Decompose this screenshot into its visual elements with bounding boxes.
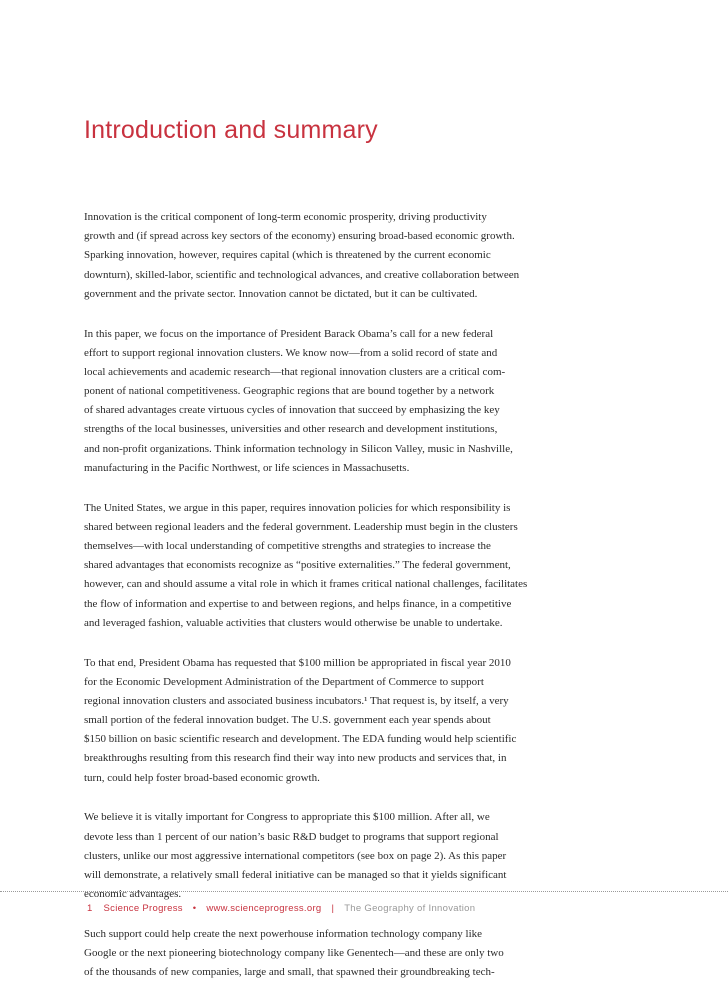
text-line: small portion of the federal innovation budget. The U.S. government each year spends about xyxy=(84,714,491,727)
text-line: clusters, unlike our most aggressive international competitors (see box on page 2). As this paper xyxy=(84,849,507,862)
text-line: The United States, we argue in this paper, requires innovation policies for which responsibility is xyxy=(84,501,511,514)
page-footer xyxy=(87,903,475,914)
report-title: The Geography of Innovation xyxy=(344,903,476,914)
text-line: of the thousands of new companies, large and small, that spawned their groundbreaking tech- xyxy=(84,966,495,979)
text-line: and non-profit organizations. Think information technology in Silicon Valley, music in Nashville, xyxy=(84,442,513,455)
paragraph-5 xyxy=(84,808,524,904)
text-line: $150 billion on basic scientific research and development. The EDA funding would help scientific xyxy=(84,733,517,746)
text-line: Google or the next pioneering biotechnology company like Genentech—and these are only two xyxy=(84,947,504,960)
text-line: local achievements and academic research—that regional innovation clusters are a critical com- xyxy=(84,365,506,378)
text-line: will demonstrate, a relatively small federal initiative can be managed so that it yields significant xyxy=(84,869,507,881)
text-line: breakthroughs resulting from this research find their way into new products and services that, in xyxy=(84,752,507,765)
text-line: regional innovation clusters and associated business incubators.¹ That request is, by itself, a very xyxy=(84,694,509,707)
paragraph-1 xyxy=(84,208,524,304)
publisher-name: Science Progress xyxy=(103,903,183,914)
text-line: Such support could help create the next powerhouse information technology company like xyxy=(84,927,483,940)
text-line: and leveraged fashion, valuable activities that clusters would otherwise be unable to undertake. xyxy=(84,616,503,629)
paragraph-2 xyxy=(84,325,524,479)
paragraph-6 xyxy=(84,925,524,983)
paragraph-3 xyxy=(84,499,528,633)
text-line: To that end, President Obama has requested that $100 million be appropriated in fiscal year 2010 xyxy=(84,656,511,669)
text-line: of shared advantages create virtuous cycles of innovation that succeed by emphasizing the key xyxy=(84,404,500,417)
body-text xyxy=(84,208,528,1003)
text-line: economic advantages. xyxy=(84,888,182,901)
text-line: government and the private sector. Innovation cannot be dictated, but it can be cultivated. xyxy=(84,287,478,300)
text-line: shared between regional leaders and the federal government. Leadership must begin in the clusters xyxy=(84,520,518,533)
text-line: In this paper, we focus on the importance of President Barack Obama’s call for a new federal xyxy=(84,327,494,340)
text-line: strengths of the local businesses, universities and other research and development institutions, xyxy=(84,423,498,436)
pipe-separator: | xyxy=(331,903,335,914)
text-line: growth and (if spread across key sectors of the economy) ensuring broad-based economic growth. xyxy=(84,230,515,243)
text-line: manufacturing in the Pacific Northwest, or life sciences in Massachusetts. xyxy=(84,461,410,474)
footer-divider xyxy=(0,891,728,892)
text-line: Innovation is the critical component of long-term economic prosperity, driving productivity xyxy=(84,211,487,223)
text-line: shared advantages that economists recognize as “positive externalities.” The federal government, xyxy=(84,559,511,572)
text-line: devote less than 1 percent of our nation’s basic R&D budget to programs that support regional xyxy=(84,830,499,843)
text-line: Sparking innovation, however, requires capital (which is threatened by the current economic xyxy=(84,249,491,262)
text-line: We believe it is vitally important for Congress to appropriate this $100 million. After all, we xyxy=(84,811,490,824)
bullet-separator: • xyxy=(192,903,197,914)
text-line: the flow of information and expertise to and between regions, and helps finance, in a competitive xyxy=(84,597,512,610)
text-line: for the Economic Development Administration of the Department of Commerce to support xyxy=(84,675,484,688)
publisher-url-link[interactable]: www.scienceprogress.org xyxy=(206,903,322,914)
paragraph-4 xyxy=(84,654,524,788)
text-line: effort to support regional innovation clusters. We know now—from a solid record of state and xyxy=(84,346,498,359)
text-line: themselves—with local understanding of competitive strengths and strategies to increase the xyxy=(84,540,491,552)
text-line: ponent of national competitiveness. Geographic regions that are bound together by a network xyxy=(84,385,495,398)
text-line: however, can and should assume a vital role in which it frames critical national challenges, facilitates xyxy=(84,578,528,591)
text-line: turn, could help foster broad-based economic growth. xyxy=(84,771,320,784)
page-title: Introduction and summary xyxy=(84,116,378,144)
page-number: 1 xyxy=(87,903,93,914)
text-line: downturn), skilled-labor, scientific and technological advances, and creative collaboration between xyxy=(84,268,520,281)
